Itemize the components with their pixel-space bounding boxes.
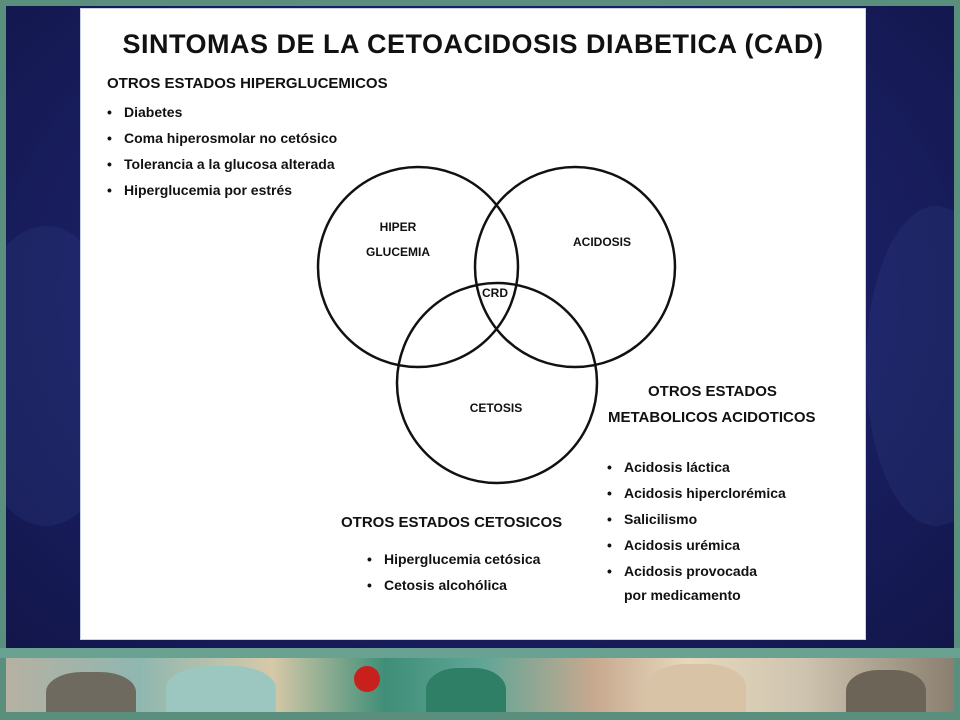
venn-label-ketosis: CETOSIS <box>469 401 523 415</box>
venn-circle-acidosis <box>475 167 675 367</box>
ketotic-heading: OTROS ESTADOS CETOSICOS <box>341 514 563 531</box>
list-item: • Acidosis provocada <box>607 558 786 584</box>
hyperglycemic-heading: OTROS ESTADOS HIPERGLUCEMICOS <box>107 75 388 92</box>
list-item: • Salicilismo <box>607 506 786 532</box>
list-item: • Acidosis urémica <box>607 532 786 558</box>
acidotic-heading-line2: METABOLICOS ACIDOTICOS <box>608 409 816 426</box>
acidotic-item-continuation: por medicamento <box>624 587 741 603</box>
list-item: • Coma hiperosmolar no cetósico <box>107 125 337 151</box>
venn-label-hyper-1: HIPER <box>379 220 417 234</box>
list-item: • Tolerancia a la glucosa alterada <box>107 151 337 177</box>
list-item: • Acidosis hiperclorémica <box>607 480 786 506</box>
red-light-icon <box>354 666 380 692</box>
venn-circle-hyperglycemia <box>318 167 518 367</box>
venn-label-center: CRD <box>482 286 508 300</box>
ketotic-list <box>367 546 540 598</box>
divider-band <box>0 648 960 658</box>
photo-strip <box>6 658 954 712</box>
acidotic-list <box>607 454 786 584</box>
list-item: • Diabetes <box>107 99 337 125</box>
venn-circle-ketosis <box>397 283 597 483</box>
list-item: • Hiperglucemia cetósica <box>367 546 540 572</box>
list-item: • Acidosis láctica <box>607 454 786 480</box>
venn-label-acidosis: ACIDOSIS <box>572 235 632 249</box>
list-item: • Cetosis alcohólica <box>367 572 540 598</box>
venn-label-hyper-2: GLUCEMIA <box>366 245 430 259</box>
list-item: • Hiperglucemia por estrés <box>107 177 337 203</box>
acidotic-heading-line1: OTROS ESTADOS <box>648 383 777 400</box>
slide-title: SINTOMAS DE LA CETOACIDOSIS DIABETICA (CAD) <box>122 29 824 59</box>
slide <box>80 8 866 640</box>
